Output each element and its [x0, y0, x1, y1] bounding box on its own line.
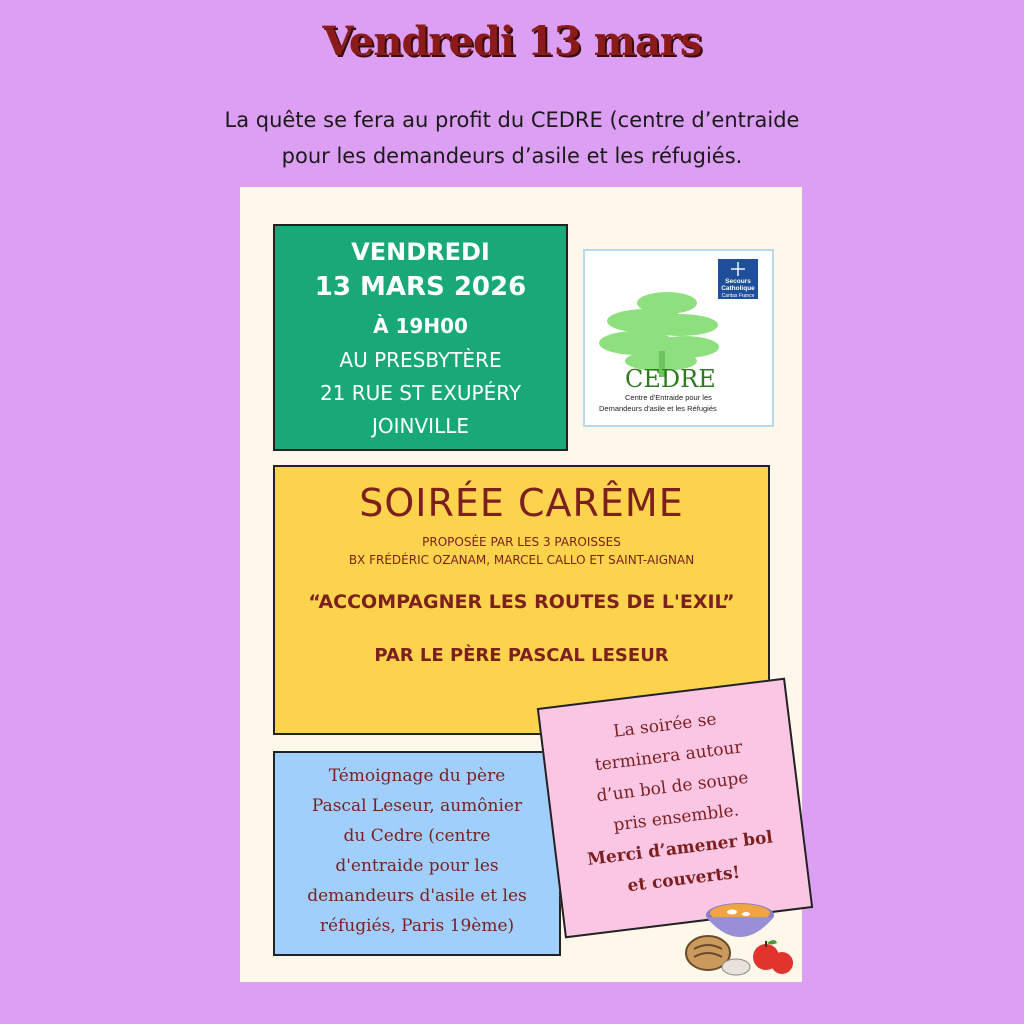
event-organizers-line-2: BX FRÉDÉRIC OZANAM, MARCEL CALLO ET SAINT-AIGNAN — [348, 553, 695, 567]
badge-text-1: Secours — [725, 278, 751, 285]
cedre-logo-name: CEDRE — [625, 365, 716, 393]
location-name: AU PRESBYTÈRE — [339, 348, 502, 372]
soup-bowl-illustration — [682, 887, 802, 979]
badge-text-2: Catholique — [721, 285, 755, 292]
subtitle — [0, 102, 1024, 174]
soup-note-request-2: et couverts! — [626, 862, 742, 897]
testimony-line-1: Témoignage du père — [328, 766, 506, 786]
page-title: Vendredi 13 mars — [322, 18, 702, 65]
date-location-box — [273, 224, 568, 451]
testimony-line-6: réfugiés, Paris 19ème) — [319, 916, 515, 936]
event-organizers-line-1: PROPOSÉE PAR LES 3 PAROISSES — [422, 535, 621, 549]
date-full: 13 MARS 2026 — [314, 272, 527, 302]
soup-note-line-3: d’un bol de soupe — [595, 767, 750, 807]
date-weekday: VENDREDI — [351, 238, 490, 266]
cedre-logo-graphic — [585, 251, 772, 425]
testimony-line-2: Pascal Leseur, aumônier — [311, 796, 523, 816]
subtitle-line-1: La quête se fera au profit du CEDRE (centre d’entraide — [224, 108, 800, 132]
cedre-logo — [583, 249, 774, 427]
location-street: 21 RUE ST EXUPÉRY — [319, 381, 522, 405]
soup-note-request-1: Merci d’amener bol — [586, 827, 774, 870]
testimony-line-4: d'entraide pour les — [335, 856, 499, 876]
soup-note-line-2: terminera autour — [593, 737, 744, 776]
testimony-line-3: du Cedre (centre — [343, 826, 491, 846]
cedre-logo-caption-1: Centre d'Entraide pour les — [625, 393, 712, 402]
badge-text-3: Caritas France — [721, 293, 755, 299]
subtitle-line-2: pour les demandeurs d’asile et les réfugiés. — [281, 144, 743, 168]
soup-note-line-4: pris ensemble. — [612, 800, 741, 836]
event-title: SOIRÉE CARÊME — [359, 481, 684, 525]
event-time: À 19H00 — [373, 314, 468, 338]
event-poster — [240, 187, 802, 982]
soup-note-line-1: La soirée se — [612, 709, 718, 742]
testimony-box — [273, 751, 561, 956]
cedre-logo-caption-2: Demandeurs d'asile et les Réfugiés — [599, 404, 717, 413]
event-speaker: PAR LE PÈRE PASCAL LESEUR — [374, 645, 669, 666]
testimony-line-5: demandeurs d'asile et les — [307, 886, 527, 906]
event-theme: “ACCOMPAGNER LES ROUTES DE L'EXIL” — [308, 591, 735, 613]
location-city: JOINVILLE — [371, 414, 469, 438]
